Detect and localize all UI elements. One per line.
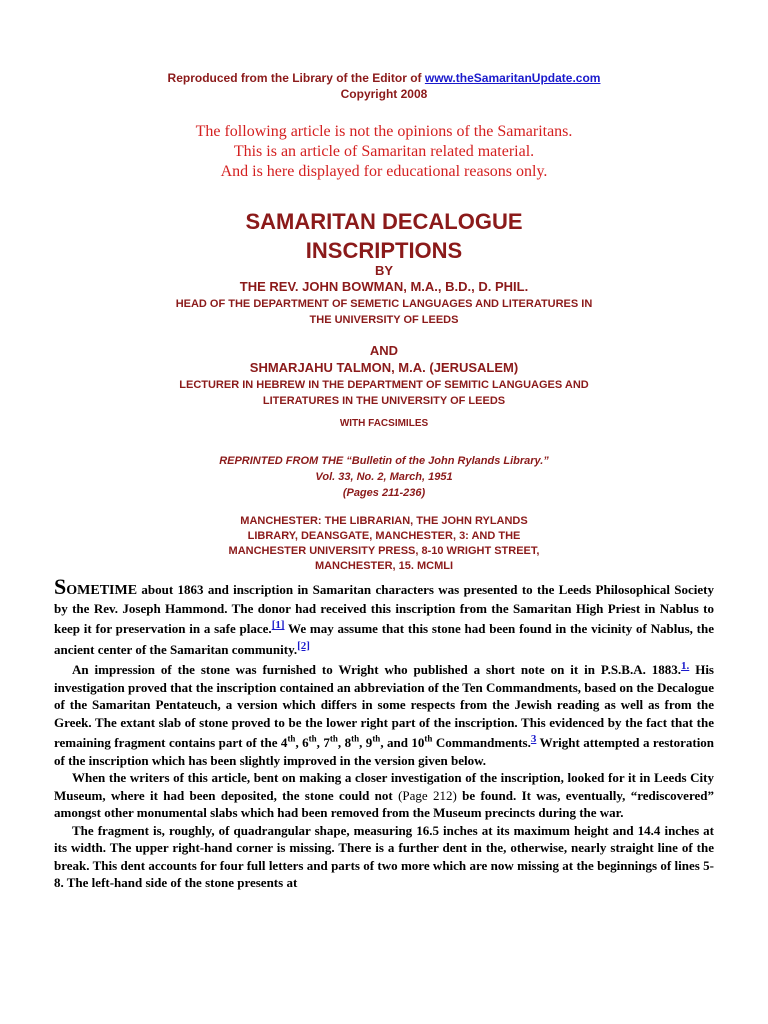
author-1-affiliation-line-1: HEAD OF THE DEPARTMENT OF SEMETIC LANGUAGES AND LITERATURES IN <box>175 298 593 310</box>
paragraph-1 <box>54 574 715 658</box>
and-label: AND <box>369 343 399 358</box>
commandment-9: , 9 <box>359 735 373 750</box>
copyright-line: Copyright 2008 <box>340 87 428 101</box>
reproduction-notice <box>0 70 768 102</box>
paragraph-3-text-b: be found. It was, eventually, “rediscovered” amongst other monumental slabs which had been removed from the Museum precincts during the war. <box>54 787 714 820</box>
paragraph-1-text-b: We may assume that this stone had been found in the vicinity of Nablus, the ancient center of the Samaritan community. <box>54 621 715 657</box>
by-label: BY <box>374 263 394 278</box>
disclaimer-line-3: And is here displayed for educational reasons only. <box>220 163 548 180</box>
commandment-10: , and 10 <box>380 735 425 750</box>
page-cutoff <box>0 928 768 940</box>
site-link[interactable]: www.theSamaritanUpdate.com <box>424 71 601 85</box>
footnote-link-4[interactable]: 3 <box>530 733 537 745</box>
author-2-affiliation <box>0 377 768 409</box>
ordinal-suffix: th <box>308 733 317 744</box>
ordinal-suffix: th <box>351 733 360 744</box>
author-2-affiliation-line-2: LITERATURES IN THE UNIVERSITY OF LEEDS <box>262 395 506 407</box>
author-1-affiliation-line-2: THE UNIVERSITY OF LEEDS <box>309 314 459 326</box>
disclaimer-line-2: This is an article of Samaritan related material. <box>233 143 535 160</box>
paragraph-3-text-a: When the writers of this article, bent on making a closer investigation of the inscription, looked for it in Leeds City Museum, where it had been deposited, the stone could not <box>54 770 714 803</box>
author-1-affiliation <box>0 296 768 328</box>
author-1-name: THE REV. JOHN BOWMAN, M.A., B.D., D. PHIL. <box>239 279 529 294</box>
title-line-2: INSCRIPTIONS <box>305 238 463 263</box>
reprint-line-3: (Pages 211-236) <box>342 487 426 499</box>
ordinal-suffix: th <box>329 733 338 744</box>
disclaimer-line-1: The following article is not the opinions of the Samaritans. <box>195 123 573 140</box>
footnote-link-1[interactable]: [1] <box>271 619 285 631</box>
footnote-link-3[interactable]: 1. <box>681 660 690 672</box>
author-2-affiliation-line-1: LECTURER IN HEBREW IN THE DEPARTMENT OF SEMITIC LANGUAGES AND <box>179 379 589 391</box>
article-title <box>0 207 768 265</box>
article-body <box>54 574 715 892</box>
ordinal-suffix: th <box>287 733 296 744</box>
publisher-text: MANCHESTER: THE LIBRARIAN, THE JOHN RYLANDS LIBRARY, DEANSGATE, MANCHESTER, 3: AND THE MANCHESTER UNIVERSITY PRESS, 8-10 WRIGHT STREET, MANCHESTER, 15. MCMLI <box>228 515 540 572</box>
paragraph-1-text-a: about 1863 and inscription in Samaritan characters was presented to the Leeds Philosophical Society by the Rev. Joseph Hammond. The donor had received this inscription from the Samaritan High Priest in Nablus to keep it for preservation in a safe place. <box>54 582 714 636</box>
paragraph-2-text-b: His investigation proved that the inscription contained an abbreviation of the Ten Commandments, based on the Decalogue of the Samaritan Pentateuch, a version which differs in some respects from the Jewish reading as well as from the Greek. The extant slab of stone proved to be the lower right part of the inscription. This evidenced by the fact that the remaining fragment contains part of the 4 <box>54 662 714 750</box>
title-line-1: SAMARITAN DECALOGUE <box>245 209 523 234</box>
paragraph-2 <box>54 658 714 769</box>
footnote-link-2[interactable]: [2] <box>297 639 310 652</box>
opening-word: OMETIME <box>66 583 138 598</box>
reprint-info <box>0 453 768 501</box>
reproduction-prefix: Reproduced from the Library of the Editor of <box>167 71 425 85</box>
page-reference: (Page 212) <box>398 787 457 803</box>
paragraph-2-text-c: Commandments. <box>432 735 531 750</box>
disclaimer <box>0 122 768 182</box>
commandment-7: , 7 <box>316 735 330 750</box>
paragraph-2-text-a: An impression of the stone was furnished to Wright who published a short note on it in P.S.B.A. 1883. <box>72 662 682 677</box>
commandment-8: , 8 <box>337 735 352 750</box>
commandment-6: , 6 <box>295 735 309 750</box>
drop-cap: S <box>54 574 67 599</box>
ordinal-suffix: th <box>372 733 381 744</box>
reprint-line-2: Vol. 33, No. 2, March, 1951 <box>315 471 453 483</box>
author-2-name: SHMARJAHU TALMON, M.A. (JERUSALEM) <box>249 360 519 375</box>
ordinal-suffix: th <box>424 733 433 744</box>
reprint-line-1: REPRINTED FROM THE “Bulletin of the John Rylands Library.” <box>219 455 549 467</box>
paragraph-3 <box>54 769 714 822</box>
facsimiles-label: WITH FACSIMILES <box>339 418 429 429</box>
paragraph-4: The fragment is, roughly, of quadrangular shape, measuring 16.5 inches at its maximum height and 14.4 inches at its width. The upper right-hand corner is missing. There is a further dent in the, otherwise, nearly straight line of the break. This dent accounts for four full letters and parts of two more which are now missing at the beginnings of lines 5-8. The left-hand side of the stone presents at <box>54 822 714 890</box>
paragraph-2-text-d: Wright attempted a restoration of the inscription which has been slightly improved in the version given below. <box>54 735 715 768</box>
publisher-info <box>0 514 768 574</box>
